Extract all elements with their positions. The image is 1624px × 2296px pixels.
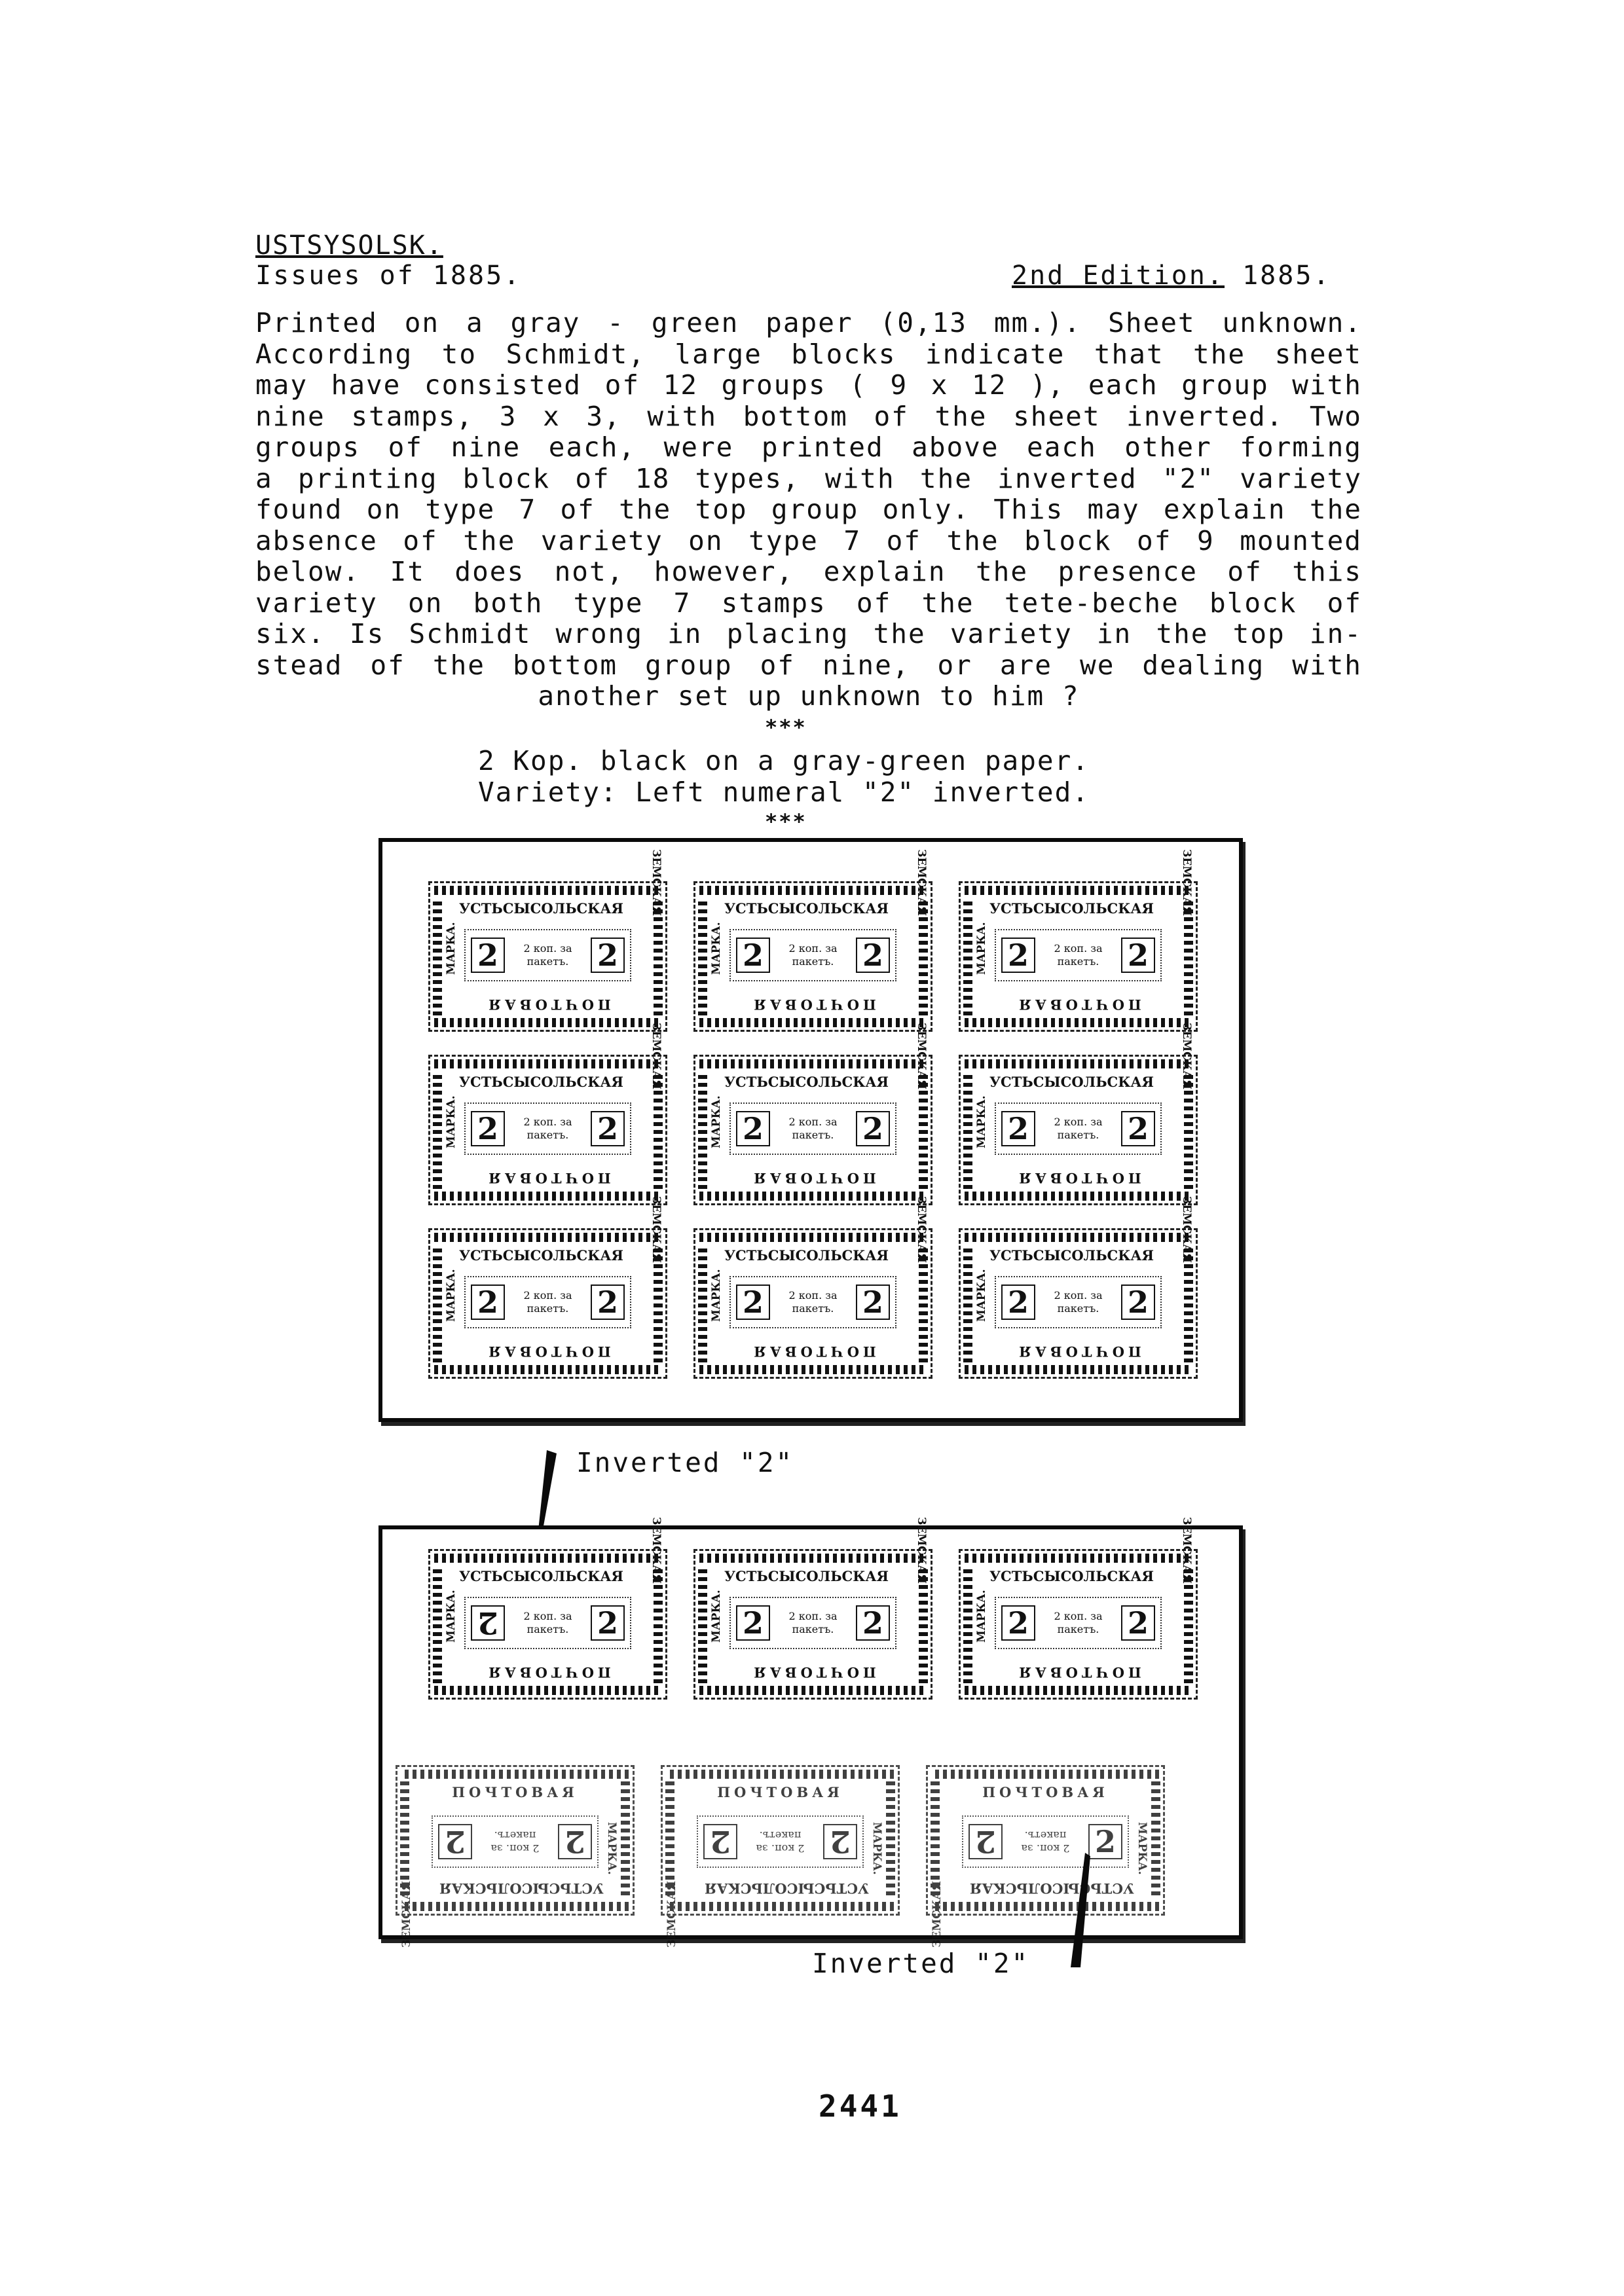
stamp-value-text <box>789 1610 838 1636</box>
body-line: groups of nine each, were printed above each other forming <box>255 431 1362 463</box>
body-line: a printing block of 18 types, with the inverted "2" variety <box>255 462 1362 494</box>
stamp-top-text: УСТЬСЫСОЛЬСКАЯ <box>705 1880 870 1897</box>
stamp-left-numeral: 2 <box>471 1605 505 1641</box>
stamp-value-text <box>1054 1610 1103 1636</box>
stamp-border-left <box>621 1781 630 1899</box>
stamp-value-line: 2 коп. за <box>788 1116 838 1128</box>
stamp-value-line: 2 коп. за <box>1021 1842 1070 1855</box>
stamp-left-text: МАРКА. <box>445 1590 458 1643</box>
stamp-bottom-text: ПОЧТОВАЯ <box>1015 1664 1141 1681</box>
stamp-border-top <box>401 1902 629 1911</box>
stamp-value-line: 2 коп. за <box>756 1842 805 1855</box>
stamp-border-bottom <box>699 1686 927 1695</box>
stamp-right-numeral: 2 <box>591 938 625 973</box>
body-line: another set up unknown to him ? <box>538 680 1080 712</box>
stamp-block-tete-beche <box>378 1517 1243 1948</box>
stamp-value-panel <box>464 929 631 981</box>
stamp-left-numeral: 2 <box>471 938 505 973</box>
stamp-right-text: ЗЕМСКАЯ <box>1180 849 1193 916</box>
stamp-right-text: ЗЕМСКАЯ <box>1180 1196 1193 1263</box>
stamp-right-numeral: 2 <box>969 1824 1003 1859</box>
stamp-value-panel <box>432 1815 599 1868</box>
stamp-border-top <box>699 886 927 895</box>
stamp-left-numeral: 2 <box>1001 1111 1035 1146</box>
stamp-value-panel <box>729 929 896 981</box>
stamp <box>661 1765 900 1948</box>
stamp-value-text <box>524 942 572 968</box>
stamp-right-text: ЗЕМСКАЯ <box>915 1517 928 1584</box>
stamp-value-text <box>789 1116 838 1142</box>
caption-line-1: 2 Kop. black on a gray-green paper. <box>478 745 1090 776</box>
stamp-top-text: УСТЬСЫСОЛЬСКАЯ <box>989 900 1154 917</box>
stamp-border-bottom <box>699 1192 927 1201</box>
body-line: six. Is Schmidt wrong in placing the variety in the top in- <box>255 618 1362 649</box>
stamp-right-text: ЗЕМСКАЯ <box>915 1023 928 1089</box>
stamp-border-left <box>433 1245 442 1362</box>
stamp <box>693 1517 932 1700</box>
stamp-border-top <box>434 1233 661 1242</box>
stamp-right-text: ЗЕМСКАЯ <box>1180 1023 1193 1089</box>
stamp-right-text: ЗЕМСКАЯ <box>915 1196 928 1263</box>
stamp-border-bottom <box>965 1018 1192 1027</box>
body-line: may have consisted of 12 groups ( 9 x 12 ), each group with <box>255 369 1362 401</box>
stamp-border-left <box>433 898 442 1015</box>
stamp-border-top <box>667 1902 894 1911</box>
stamp-right-numeral: 2 <box>1121 1605 1155 1641</box>
stamp-border-bottom <box>699 1365 927 1374</box>
stamp-border-left <box>433 1565 442 1683</box>
stamp <box>959 1023 1198 1205</box>
stamp-right-numeral: 2 <box>1121 1111 1155 1146</box>
stamp <box>428 1023 667 1205</box>
inverted-label-top: Inverted "2" <box>576 1447 794 1478</box>
stamp-top-text: УСТЬСЫСОЛЬСКАЯ <box>970 1880 1135 1897</box>
stamp-right-numeral: 2 <box>1121 1285 1155 1320</box>
body-line: According to Schmidt, large blocks indicate that the sheet <box>255 338 1362 370</box>
stamp-bottom-text: ПОЧТОВАЯ <box>750 1343 876 1360</box>
stamp-right-text: ЗЕМСКАЯ <box>665 1881 678 1948</box>
stamp <box>693 1023 932 1205</box>
stamp-left-numeral: 2 <box>823 1824 857 1859</box>
stamp-border-top <box>699 1059 927 1068</box>
stamp-value-panel <box>729 1276 896 1328</box>
stamp-bottom-text: ПОЧТОВАЯ <box>1015 996 1141 1013</box>
stamp-left-text: МАРКА. <box>975 1269 988 1322</box>
stamp-border-left <box>886 1781 895 1899</box>
stamp-border-left <box>698 1245 707 1362</box>
stamp-top-text: УСТЬСЫСОЛЬСКАЯ <box>458 900 623 917</box>
stamp-value-text <box>789 1289 838 1315</box>
stamp <box>959 1517 1198 1700</box>
stamp-value-text <box>1054 1289 1103 1315</box>
stamp-value-line: пакетъ. <box>792 1129 834 1141</box>
stamp-bottom-text: ПОЧТОВАЯ <box>750 1170 876 1186</box>
stamp <box>396 1765 635 1948</box>
stamp-left-text: МАРКА. <box>975 1590 988 1643</box>
stamp-bottom-text: ПОЧТОВАЯ <box>485 1170 611 1186</box>
stamp <box>428 849 667 1032</box>
stamp-left-text: МАРКА. <box>1135 1822 1149 1875</box>
stamp-value-line: пакетъ. <box>494 1829 536 1842</box>
stamp-bottom-text: ПОЧТОВАЯ <box>485 1343 611 1360</box>
stamp-border-left <box>698 1565 707 1683</box>
stamp-value-line: пакетъ. <box>792 955 834 968</box>
stamp-value-line: 2 коп. за <box>788 942 838 955</box>
stamp-right-numeral: 2 <box>856 1605 890 1641</box>
stamp-value-line: пакетъ. <box>792 1623 834 1635</box>
stamp-border-bottom <box>434 1192 661 1201</box>
stamp-left-text: МАРКА. <box>710 1095 723 1148</box>
stamp-value-line: пакетъ. <box>792 1302 834 1315</box>
stamp-right-numeral: 2 <box>856 938 890 973</box>
separator-stars: *** <box>765 715 807 740</box>
stamp-border-top <box>965 1233 1192 1242</box>
stamp-border-bottom <box>965 1365 1192 1374</box>
stamp-bottom-text: ПОЧТОВАЯ <box>982 1784 1109 1800</box>
stamp-value-line: пакетъ. <box>1057 1129 1099 1141</box>
body-line: found on type 7 of the top group only. This may explain the <box>255 494 1362 525</box>
stamp-left-numeral: 2 <box>1088 1824 1122 1859</box>
stamp-border-top <box>699 1233 927 1242</box>
stamp-top-text: УСТЬСЫСОЛЬСКАЯ <box>989 1568 1154 1584</box>
stamp-value-text <box>491 1829 540 1855</box>
stamp-value-line: 2 коп. за <box>1054 942 1103 955</box>
stamp-left-numeral: 2 <box>1001 1605 1035 1641</box>
stamp-border-bottom <box>434 1686 661 1695</box>
stamp-value-text <box>789 942 838 968</box>
article-title: USTSYSOLSK. <box>255 230 443 261</box>
stamp-top-text: УСТЬСЫСОЛЬСКАЯ <box>458 1568 623 1584</box>
stamp-border-top <box>434 886 661 895</box>
stamp <box>959 849 1198 1032</box>
stamp-value-line: пакетъ. <box>526 1623 569 1635</box>
stamp-right-numeral: 2 <box>591 1285 625 1320</box>
stamp-bottom-text: ПОЧТОВАЯ <box>485 1664 611 1681</box>
stamp-value-text <box>1054 942 1103 968</box>
stamp-value-text <box>524 1116 572 1142</box>
stamp-border-left <box>698 898 707 1015</box>
stamp-value-panel <box>697 1815 864 1868</box>
stamp-border-left <box>433 1071 442 1189</box>
stamp-right-numeral: 2 <box>856 1285 890 1320</box>
stamp <box>428 1517 667 1700</box>
stamp-top-text: УСТЬСЫСОЛЬСКАЯ <box>989 1247 1154 1264</box>
stamp-right-text: ЗЕМСКАЯ <box>931 1881 944 1948</box>
stamp-value-text <box>1054 1116 1103 1142</box>
stamp-value-text <box>524 1610 572 1636</box>
stamp-border-bottom <box>699 1018 927 1027</box>
stamp-value-panel <box>464 1597 631 1649</box>
stamp-right-text: ЗЕМСКАЯ <box>650 1023 663 1089</box>
stamp-border-top <box>434 1059 661 1068</box>
stamp-value-text <box>756 1829 805 1855</box>
stamp-value-line: 2 коп. за <box>523 942 572 955</box>
stamp-border-left <box>963 1245 972 1362</box>
stamp-border-top <box>965 1059 1192 1068</box>
stamp-top-text: УСТЬСЫСОЛЬСКАЯ <box>724 900 889 917</box>
stamp-right-text: ЗЕМСКАЯ <box>650 1196 663 1263</box>
stamp-value-line: 2 коп. за <box>788 1289 838 1302</box>
stamp-value-panel <box>464 1102 631 1155</box>
body-line: below. It does not, however, explain the presence of this <box>255 556 1362 587</box>
arrow-pointer-icon <box>1044 1853 1097 1971</box>
body-line: nine stamps, 3 x 3, with bottom of the sheet inverted. Two <box>255 400 1362 432</box>
stamp-top-text: УСТЬСЫСОЛЬСКАЯ <box>989 1074 1154 1090</box>
stamp-border-bottom <box>401 1770 629 1779</box>
stamp-value-panel <box>729 1597 896 1649</box>
stamp-bottom-text: ПОЧТОВАЯ <box>1015 1343 1141 1360</box>
stamp-border-top <box>965 1554 1192 1563</box>
stamp-top-text: УСТЬСЫСОЛЬСКАЯ <box>724 1568 889 1584</box>
stamp-value-text <box>1022 1829 1070 1855</box>
stamp-border-bottom <box>434 1365 661 1374</box>
stamp-left-numeral: 2 <box>736 1111 770 1146</box>
stamp-top-text: УСТЬСЫСОЛЬСКАЯ <box>724 1247 889 1264</box>
stamp-bottom-text: ПОЧТОВАЯ <box>485 996 611 1013</box>
stamp-value-line: 2 коп. за <box>523 1289 572 1302</box>
stamp-left-text: МАРКА. <box>710 922 723 975</box>
stamp-left-text: МАРКА. <box>445 1269 458 1322</box>
stamp-right-text: ЗЕМСКАЯ <box>1180 1517 1193 1584</box>
inverted-label-bottom: Inverted "2" <box>812 1948 1030 1979</box>
stamp-border-top <box>434 1554 661 1563</box>
stamp-value-panel <box>464 1276 631 1328</box>
stamp-value-line: пакетъ. <box>526 955 569 968</box>
stamp-left-numeral: 2 <box>1001 938 1035 973</box>
body-paragraph <box>255 308 1362 712</box>
issues-subtitle: Issues of 1885. <box>255 261 522 291</box>
stamp-right-numeral: 2 <box>591 1605 625 1641</box>
stamp <box>693 849 932 1032</box>
stamp-left-text: МАРКА. <box>975 922 988 975</box>
stamp-left-numeral: 2 <box>471 1285 505 1320</box>
stamp-left-text: МАРКА. <box>710 1269 723 1322</box>
stamp-border-bottom <box>667 1770 894 1779</box>
body-line: variety on both type 7 stamps of the tete-beche block of <box>255 587 1362 619</box>
stamp-top-text: УСТЬСЫСОЛЬСКАЯ <box>724 1074 889 1090</box>
stamp-value-line: пакетъ. <box>1057 1302 1099 1315</box>
body-line: absence of the variety on type 7 of the block of 9 mounted <box>255 524 1362 556</box>
edition-year: 1885. <box>1242 261 1331 291</box>
stamp-left-text: МАРКА. <box>975 1095 988 1148</box>
stamp-border-bottom <box>932 1770 1159 1779</box>
stamp-border-left <box>963 898 972 1015</box>
stamp-left-text: МАРКА. <box>710 1590 723 1643</box>
stamp-left-numeral: 2 <box>471 1111 505 1146</box>
page-number: 2441 <box>819 2088 902 2124</box>
stamp-right-numeral: 2 <box>856 1111 890 1146</box>
stamp-left-numeral: 2 <box>558 1824 592 1859</box>
caption-line-2: Variety: Left numeral "2" inverted. <box>478 776 1090 808</box>
stamp-value-line: пакетъ. <box>526 1129 569 1141</box>
figure-caption <box>478 745 1090 808</box>
stamp-value-line: 2 коп. за <box>523 1116 572 1128</box>
stamp-right-text: ЗЕМСКАЯ <box>400 1881 413 1948</box>
stamp-right-text: ЗЕМСКАЯ <box>650 849 663 916</box>
body-line: stead of the bottom group of nine, or are we dealing with <box>255 649 1362 681</box>
stamp-top-text: УСТЬСЫСОЛЬСКАЯ <box>458 1247 623 1264</box>
stamp-value-panel <box>995 1102 1162 1155</box>
stamp-left-numeral: 2 <box>736 938 770 973</box>
stamp-value-line: пакетъ. <box>1057 955 1099 968</box>
stamp-value-panel <box>995 1597 1162 1649</box>
stamp-value-line: 2 коп. за <box>1054 1610 1103 1622</box>
stamp-bottom-text: ПОЧТОВАЯ <box>750 1664 876 1681</box>
stamp-border-top <box>965 886 1192 895</box>
stamp-right-text: ЗЕМСКАЯ <box>650 1517 663 1584</box>
stamp-left-text: МАРКА. <box>605 1822 618 1875</box>
separator-stars: *** <box>765 809 807 834</box>
stamp-right-text: ЗЕМСКАЯ <box>915 849 928 916</box>
stamp-left-text: МАРКА. <box>445 1095 458 1148</box>
stamp-border-left <box>963 1565 972 1683</box>
stamp <box>959 1196 1198 1379</box>
stamp-value-panel <box>995 929 1162 981</box>
stamp-value-line: пакетъ. <box>1024 1829 1067 1842</box>
stamp-border-bottom <box>434 1018 661 1027</box>
stamp-left-numeral: 2 <box>1001 1285 1035 1320</box>
stamp <box>693 1196 932 1379</box>
stamp-value-line: 2 коп. за <box>490 1842 540 1855</box>
stamp-bottom-text: ПОЧТОВАЯ <box>1015 1170 1141 1186</box>
stamp-bottom-text: ПОЧТОВАЯ <box>452 1784 578 1800</box>
stamp-right-numeral: 2 <box>438 1824 472 1859</box>
stamp-block-nine <box>378 838 1243 1422</box>
stamp-right-numeral: 2 <box>591 1111 625 1146</box>
stamp-border-bottom <box>965 1686 1192 1695</box>
stamp-value-text <box>524 1289 572 1315</box>
stamp-top-text: УСТЬСЫСОЛЬСКАЯ <box>458 1074 623 1090</box>
stamp-value-line: 2 коп. за <box>788 1610 838 1622</box>
stamp-value-line: пакетъ. <box>526 1302 569 1315</box>
edition-label <box>1012 261 1331 291</box>
stamp-border-top <box>699 1554 927 1563</box>
stamp-left-text: МАРКА. <box>445 922 458 975</box>
stamp-left-numeral: 2 <box>736 1605 770 1641</box>
stamp-right-numeral: 2 <box>1121 938 1155 973</box>
stamp-value-line: 2 коп. за <box>1054 1116 1103 1128</box>
stamp <box>428 1196 667 1379</box>
stamp-value-line: пакетъ. <box>759 1829 802 1842</box>
stamp-border-left <box>698 1071 707 1189</box>
stamp-right-numeral: 2 <box>703 1824 737 1859</box>
stamp-bottom-text: ПОЧТОВАЯ <box>750 996 876 1013</box>
stamp-border-bottom <box>965 1192 1192 1201</box>
stamp-value-panel <box>995 1276 1162 1328</box>
stamp-top-text: УСТЬСЫСОЛЬСКАЯ <box>439 1880 604 1897</box>
stamp-value-line: пакетъ. <box>1057 1623 1099 1635</box>
stamp-value-panel <box>729 1102 896 1155</box>
stamp-left-text: МАРКА. <box>870 1822 883 1875</box>
stamp-value-line: 2 коп. за <box>523 1610 572 1622</box>
stamp-value-line: 2 коп. за <box>1054 1289 1103 1302</box>
stamp-border-left <box>963 1071 972 1189</box>
edition-text: 2nd Edition. <box>1012 261 1225 291</box>
stamp-bottom-text: ПОЧТОВАЯ <box>717 1784 843 1800</box>
stamp-border-left <box>1151 1781 1160 1899</box>
body-line: Printed on a gray - green paper (0,13 mm.). Sheet unknown. <box>255 307 1362 338</box>
stamp-left-numeral: 2 <box>736 1285 770 1320</box>
